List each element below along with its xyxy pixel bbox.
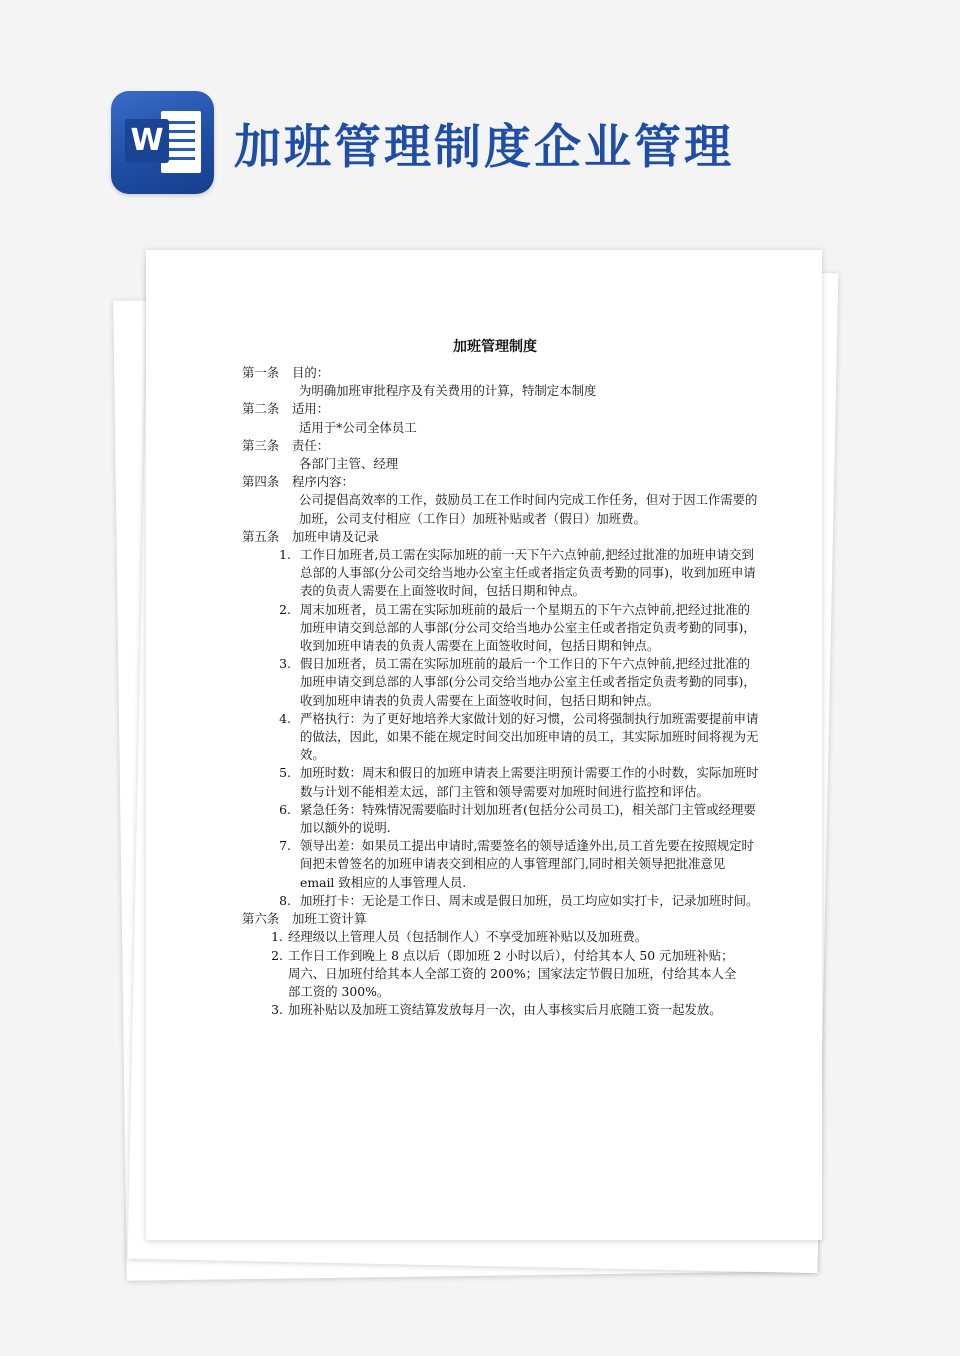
- article-number: 第五条: [242, 528, 280, 544]
- banner-title: 加班管理制度企业管理: [234, 120, 734, 175]
- list-item: 1. 工作日加班者,员工需在实际加班的前一天下午六点钟前,把经过批准的加班申请交到总部的人事部(分公司交给当地办公室主任或者指定负责考勤的同事)，收到加班申请表的负责人需要在上面签收时间，包括日期和钟点。: [279, 547, 756, 599]
- article-number: 第一条: [242, 365, 280, 380]
- list-item: 3. 加班补贴以及加班工资结算发放每月一次，由人事核实后月底随工资一起发放。: [271, 1002, 722, 1018]
- list-item: 4. 严格执行：为了更好地培养大家做计划的好习惯，公司将强制执行加班需要提前申请的做法，因此，如果不能在规定时间交出加班申请的员工，其实际加班时间将视为无效。: [279, 710, 759, 763]
- list-item: 2. 周末加班者，员工需在实际加班前的最后一个星期五的下午六点钟前,把经过批准的加班申请交到总部的人事部(分公司交给当地办公室主任或者指定负责考勤的同事)，收到加班申请表的负责人需要在上面签收时间，包括日期和钟点。: [279, 601, 756, 654]
- article-number: 第六条: [242, 911, 280, 927]
- article-heading: 加班工资计算: [292, 911, 367, 927]
- article-heading: 目的：: [292, 365, 330, 380]
- list-item: 7. 领导出差：如果员工提出申请时,需要签名的领导适逢外出,员工首先要在按照规定时间把未曾签名的加班申请表交到相应的人事管理部门,同时相关领导把批准意见 email 致相应的人事管理人员.: [279, 838, 754, 890]
- word-letter-badge: W: [125, 119, 169, 163]
- banner: [0, 0, 960, 230]
- article-3: [242, 437, 762, 473]
- application-rules-list: [242, 546, 762, 910]
- article-number: 第二条: [242, 401, 280, 417]
- list-item: 5. 加班时数：周末和假日的加班申请表上需要注明预计需要工作的小时数，实际加班时数与计划不能相差太远，部门主管和领导需要对加班时间进行监控和评估。: [279, 765, 759, 799]
- article-body: 适用于*公司全体员工: [299, 419, 417, 435]
- article-6: [242, 910, 762, 1019]
- article-body: 各部门主管、经理: [299, 456, 399, 472]
- word-app-icon: [111, 91, 214, 194]
- list-item: 3. 假日加班者，员工需在实际加班前的最后一个工作日的下午六点钟前,把经过批准的加班申请交到总部的人事部(分公司交给当地办公室主任或者指定负责考勤的同事)，收到加班申请表的负责人需要在上面签收时间，包括日期和钟点。: [279, 656, 756, 708]
- list-item: 8. 加班打卡：无论是工作日、周末或是假日加班，员工均应如实打卡，记录加班时间。: [279, 892, 759, 908]
- article-heading: 责任：: [292, 437, 330, 453]
- overtime-pay-list: [242, 928, 762, 1019]
- document-body: [242, 364, 762, 1019]
- article-1: [242, 364, 762, 400]
- article-body: 为明确加班审批程序及有关费用的计算，特制定本制度: [299, 383, 597, 399]
- article-body: 公司提倡高效率的工作，鼓励员工在工作时间内完成工作任务，但对于因工作需要的加班，公司支付相应（工作日）加班补贴或者（假日）加班费。: [299, 492, 758, 526]
- list-item: 1. 经理级以上管理人员（包括制作人）不享受加班补贴以及加班费。: [271, 929, 648, 945]
- article-2: [242, 400, 762, 436]
- article-4: [242, 473, 762, 528]
- article-number: 第三条: [242, 437, 280, 453]
- article-number: 第四条: [242, 474, 280, 490]
- article-heading: 适用：: [292, 401, 330, 417]
- article-heading: 加班申请及记录: [292, 528, 379, 544]
- list-item: 2. 工作日工作到晚上 8 点以后（即加班 2 小时以后），付给其本人 50 元加班补贴；周六、日加班付给其本人全部工资的 200%；国家法定节假日加班，付给其本人全部工资的 300%。: [271, 947, 737, 999]
- list-item: 6. 紧急任务：特殊情况需要临时计划加班者(包括分公司员工)，相关部门主管或经理要加以额外的说明.: [279, 801, 756, 836]
- article-5: [242, 528, 762, 910]
- article-heading: 程序内容：: [292, 474, 354, 490]
- document-title: 加班管理制度: [453, 339, 537, 355]
